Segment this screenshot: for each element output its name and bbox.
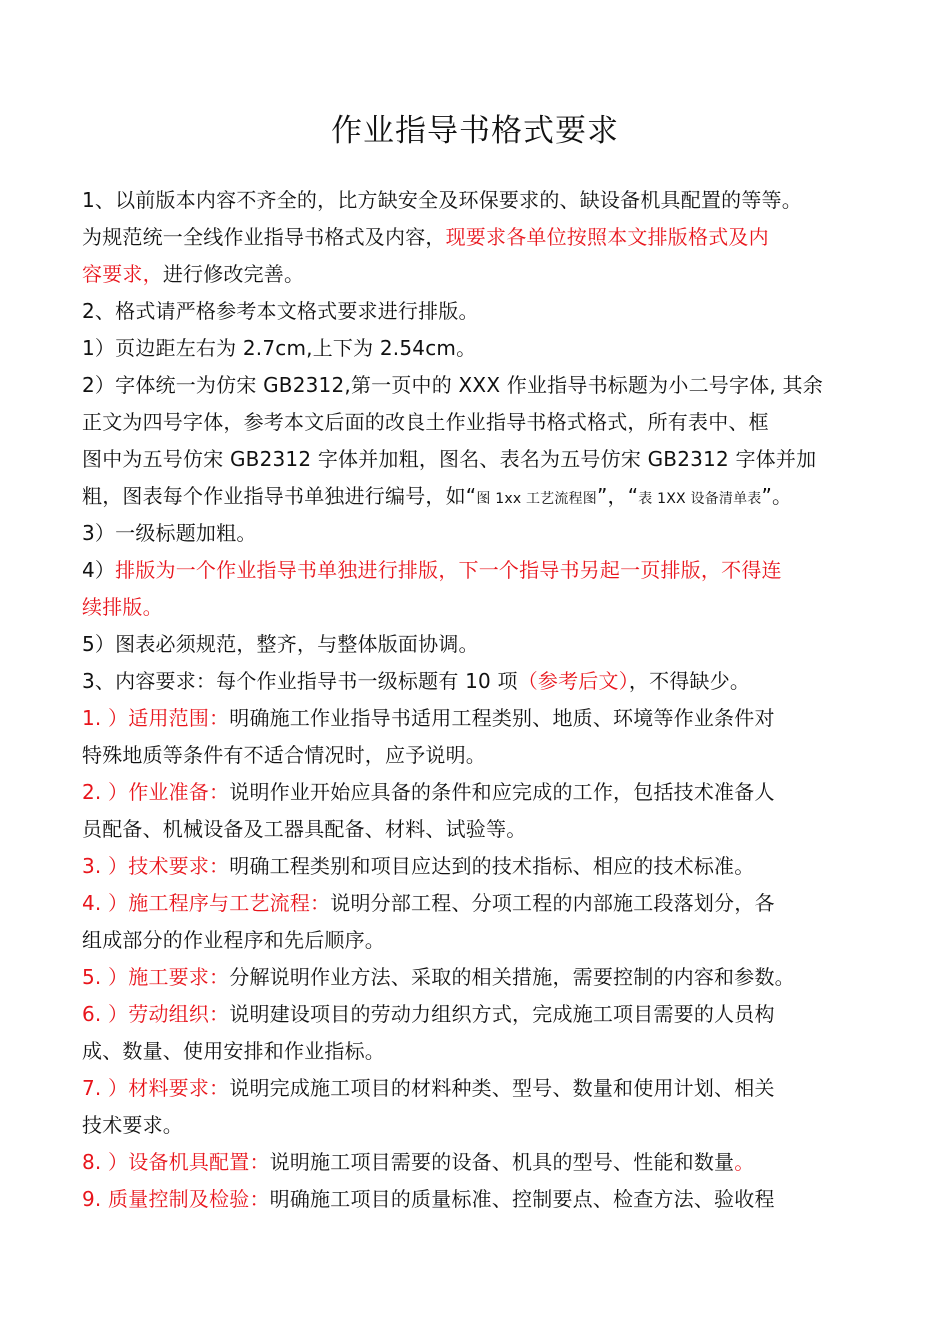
figure-caption-example: 图 1xx 工艺流程图: [476, 491, 597, 507]
text-segment: 4）: [82, 558, 116, 582]
text-line: [82, 700, 882, 737]
text-line: [82, 1181, 882, 1218]
text-line: [82, 478, 882, 515]
item-heading: 7. ）材料要求：: [82, 1076, 230, 1100]
text-line: [82, 330, 882, 367]
text-segment: 组成部分的作业程序和先后顺序。: [82, 928, 385, 952]
item-heading: 3. ）技术要求：: [82, 854, 230, 878]
text-line: [82, 996, 882, 1033]
text-line: [82, 256, 882, 293]
text-segment: 明确施工项目的质量标准、控制要点、检查方法、验收程: [269, 1187, 775, 1211]
text-line: [82, 626, 882, 663]
text-line: [82, 1144, 882, 1181]
text-line: [82, 737, 882, 774]
text-segment: 说明作业开始应具备的条件和应完成的工作，包括技术准备人: [229, 780, 775, 804]
item-heading: 5. ）施工要求：: [82, 965, 230, 989]
item-heading: 4. ）施工程序与工艺流程：: [82, 891, 331, 915]
text-line: [82, 922, 882, 959]
text-line: [82, 404, 882, 441]
item-heading: 6. ）劳动组织：: [82, 1002, 230, 1026]
text-line: [82, 959, 882, 996]
text-segment: 3、内容要求：每个作业指导书一级标题有 10 项: [82, 669, 518, 693]
text-line: [82, 663, 882, 700]
text-segment: 正文为四号字体，参考本文后面的改良土作业指导书格式格式，所有表中、框: [82, 410, 769, 434]
text-line: [82, 1107, 882, 1144]
text-segment: ”，“: [596, 484, 639, 508]
text-segment: ，不得缺少。: [628, 669, 751, 693]
text-segment: 粗，图表每个作业指导书单独进行编号，如“: [82, 484, 477, 508]
text-line: [82, 1033, 882, 1070]
text-line: [82, 589, 882, 626]
text-line: [82, 848, 882, 885]
item-heading: 2. ）作业准备：: [82, 780, 230, 804]
highlight-segment: 容要求，: [82, 262, 163, 286]
text-line: [82, 1070, 882, 1107]
text-segment: 为规范统一全线作业指导书格式及内容，: [82, 225, 446, 249]
document-body: [82, 182, 882, 1218]
text-segment: 特殊地质等条件有不适合情况时，应予说明。: [82, 743, 486, 767]
text-segment: 1、以前版本内容不齐全的，比方缺安全及环保要求的、缺设备机具配置的等等。: [82, 188, 802, 212]
text-segment: ”。: [761, 484, 793, 508]
text-segment: 3）一级标题加粗。: [82, 521, 257, 545]
item-heading: 8. ）设备机具配置：: [82, 1150, 270, 1174]
text-segment: 2、格式请严格参考本文格式要求进行排版。: [82, 299, 479, 323]
text-line: [82, 182, 882, 219]
page-title: 作业指导书格式要求: [331, 113, 619, 149]
highlight-segment: 续排版。: [82, 595, 163, 619]
text-segment: 说明建设项目的劳动力组织方式，完成施工项目需要的人员构: [229, 1002, 775, 1026]
text-segment: 明确工程类别和项目应达到的技术指标、相应的技术标准。: [229, 854, 755, 878]
text-segment: 说明分部工程、分项工程的内部施工段落划分，各: [330, 891, 775, 915]
text-segment: 进行修改完善。: [162, 262, 305, 286]
text-line: [82, 515, 882, 552]
highlight-segment: 。: [734, 1150, 755, 1174]
item-heading: 9. 质量控制及检验：: [82, 1187, 270, 1211]
text-segment: 分解说明作业方法、采取的相关措施，需要控制的内容和参数。: [229, 965, 795, 989]
text-segment: 明确施工作业指导书适用工程类别、地质、环境等作业条件对: [229, 706, 775, 730]
text-segment: 2）字体统一为仿宋 GB2312,第一页中的 XXX 作业指导书标题为小二号字体, 其余: [82, 373, 823, 397]
text-segment: 成、数量、使用安排和作业指标。: [82, 1039, 385, 1063]
text-line: [82, 774, 882, 811]
text-segment: 1）页边距左右为 2.7cm,上下为 2.54cm。: [82, 336, 477, 360]
text-line: [82, 367, 882, 404]
text-segment: 技术要求。: [82, 1113, 183, 1137]
text-segment: 说明完成施工项目的材料种类、型号、数量和使用计划、相关: [229, 1076, 775, 1100]
text-segment: 员配备、机械设备及工器具配备、材料、试验等。: [82, 817, 527, 841]
highlight-segment: （参考后文）: [517, 669, 629, 693]
text-line: [82, 219, 882, 256]
text-line: [82, 552, 882, 589]
item-heading: 1. ）适用范围：: [82, 706, 230, 730]
text-segment: 图中为五号仿宋 GB2312 字体并加粗，图名、表名为五号仿宋 GB2312 字体并加: [82, 447, 817, 471]
table-caption-example: 表 1XX 设备清单表: [638, 491, 762, 507]
text-line: [82, 811, 882, 848]
text-line: [82, 293, 882, 330]
text-line: [82, 441, 882, 478]
text-segment: 5）图表必须规范，整齐，与整体版面协调。: [82, 632, 479, 656]
text-line: [82, 885, 882, 922]
highlight-segment: 现要求各单位按照本文排版格式及内: [445, 225, 769, 249]
text-segment: 说明施工项目需要的设备、机具的型号、性能和数量: [269, 1150, 735, 1174]
highlight-segment: 排版为一个作业指导书单独进行排版，下一个指导书另起一页排版，不得连: [115, 558, 782, 582]
